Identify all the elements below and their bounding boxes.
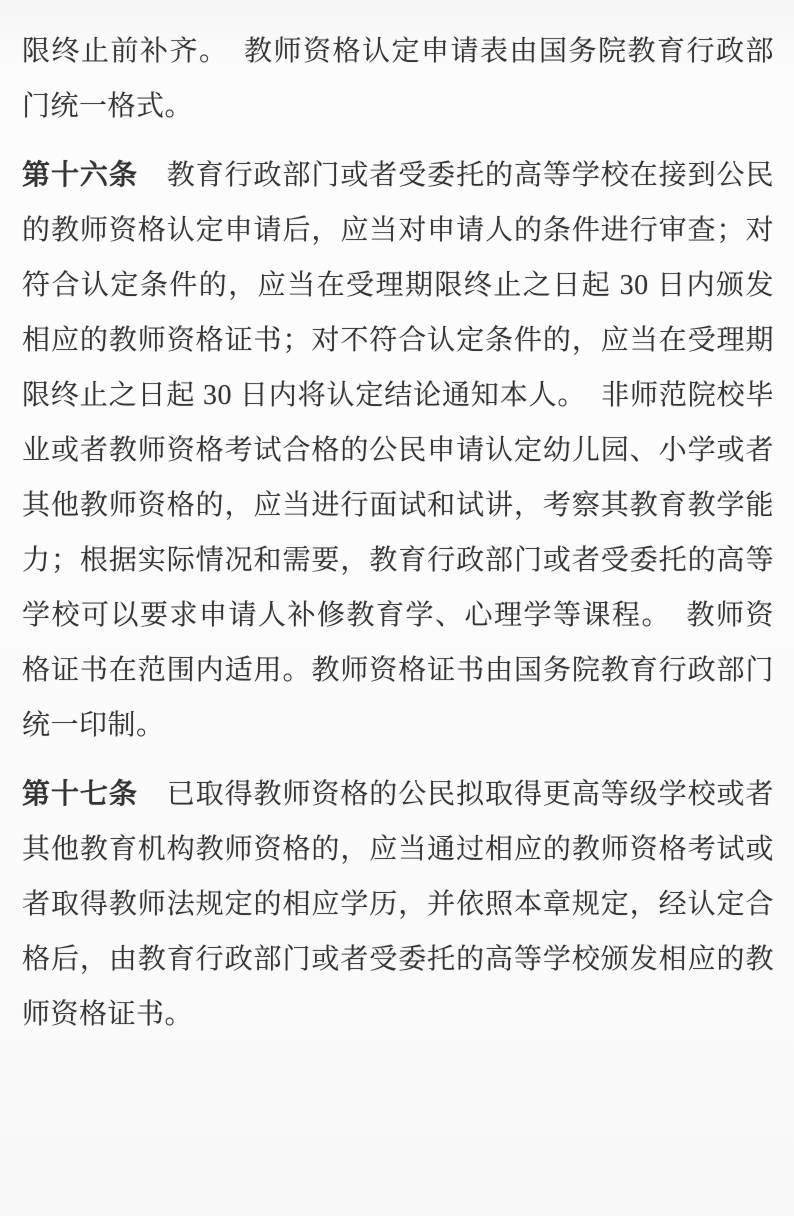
article-17-text: 已取得教师资格的公民拟取得更高等级学校或者其他教育机构教师资格的，应当通过相应的教师资格考试或者取得教师法规定的相应学历，并依照本章规定，经认定合格后，由教育行政部门或者受委托的高等学校颁发相应的教师资格证书。 <box>22 779 774 1030</box>
article-16-text: 教育行政部门或者受委托的高等学校在接到公民的教师资格认定申请后，应当对申请人的条件进行审查；对符合认定条件的，应当在受理期限终止之日起 30 日内颁发相应的教师资格证书；对不符合认定条件的，应当在受理期限终止之日起 30 日内将认定结论通知本人。 非师范院校毕业或者教师资格考试合格的公民申请认定幼儿园、小学或者其他教师资格的，应当进行面试和试讲，考察其教育教学能力；根据实际情况和需要，教育行政部门或者受委托的高等学校可以要求申请人补修教育学、心理学等课程。 教师资格证书在范围内适用。教师资格证书由国务院教育行政部门统一印制。 <box>22 160 774 741</box>
paragraph-continuation-text: 限终止前补齐。 教师资格认定申请表由国务院教育行政部门统一格式。 <box>22 36 774 122</box>
paragraph-continuation <box>22 24 774 134</box>
paragraph-article-16 <box>22 148 774 753</box>
paragraph-article-17 <box>22 767 774 1042</box>
article-17-number: 第十七条 <box>22 779 138 810</box>
article-16-number: 第十六条 <box>22 160 138 191</box>
